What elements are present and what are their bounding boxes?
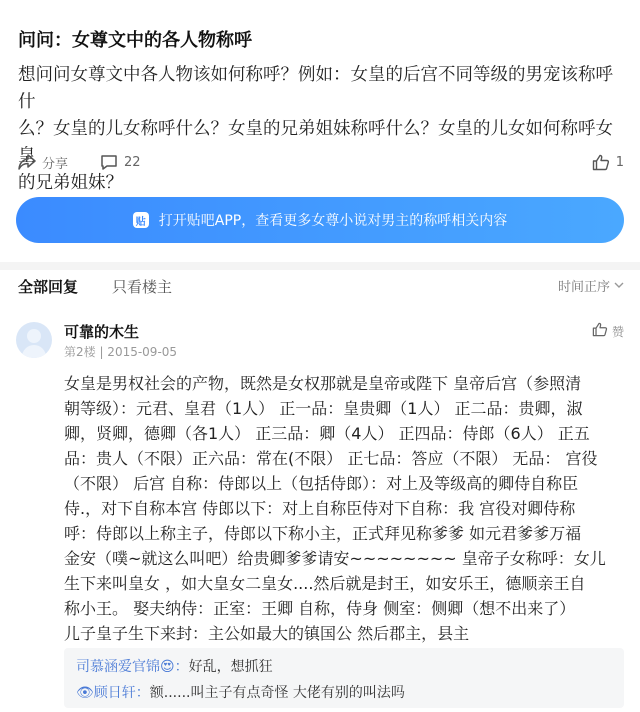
question-line: 想问问女尊文中各人物该如何称呼？例如：女皇的后宫不同等级的男宠该称呼什 [18,65,613,112]
reply-line: 侍.，对下自称本宫 侍郎以下：对上自称臣侍对下自称：我 宫役对卿侍称 [64,499,576,518]
reply-line: 品：贵人（不限）正六品：常在(不限） 正七品：答应（不限） 无品： 宫役 [64,449,598,468]
share-button[interactable] [18,150,68,174]
tab-all-replies[interactable]: 全部回复 [18,278,79,296]
sub-comment-text: 额......叫主子有点奇怪 大佬有别的叫法吗 [149,685,405,701]
reply-tabs [18,276,624,300]
reply-line: 儿子皇子生下来封：主公如最大的镇国公 然后郡主，县主 [64,624,470,643]
reply-like-button[interactable] [592,322,624,340]
question-title: 问问：女尊文中的各人物称呼 [18,30,252,51]
reply-line: 称小王。 娶夫纳侍：正室：王卿 自称，侍身 侧室：侧卿（想不出来了） [64,599,576,618]
reply-line: 卿，贤卿，德卿（各1人） 正三品：卿（4人） 正四品：侍郎（6人） 正五 [64,424,590,443]
sub-comment[interactable] [76,682,405,702]
sort-label: 时间正序 [557,280,610,295]
avatar-head [27,329,41,343]
chevron-down-icon [614,278,624,293]
sub-comment-user[interactable]: 👁顾日轩： [76,685,150,701]
open-app-banner[interactable] [16,197,624,243]
reply-line: 生下来叫皇女 ，如大皇女二皇女....然后就是封王，如安乐王，德顺亲王自 [64,574,586,593]
reply-content [64,371,624,646]
question-line: 么？女皇的儿女称呼什么？女皇的兄弟姐妹称呼什么？女皇的儿女如何称呼女皇 [18,119,613,166]
like-button[interactable] [592,150,624,174]
sub-comment-text: 好乱，想抓狂 [188,659,273,675]
banner-text: 打开贴吧APP，查看更多女尊小说对男主的称呼相关内容 [158,213,508,229]
share-icon [18,154,36,170]
question-body [18,62,624,197]
section-divider [0,262,640,270]
avatar[interactable] [16,322,52,358]
share-label: 分享 [42,156,69,172]
sub-comments [64,648,624,708]
thumbs-up-icon [592,154,610,171]
reply-line: 朝等级）：元君、皇君（1人） 正一品：皇贵卿（1人） 正二品：贵卿，淑 [64,399,583,418]
comment-count: 22 [124,154,141,170]
question-actions [18,150,624,174]
like-count: 1 [615,154,624,170]
avatar-body [22,345,46,358]
reply-line: （不限） 后宫 自称：侍郎以上（包括侍郎）：对上及等级高的卿侍自称臣 [64,474,579,493]
reply-line: 女皇是男权社会的产物，既然是女权那就是皇帝或陛下 皇帝后宫（参照清 [64,374,582,393]
sub-comment-user[interactable]: 司慕涵爱官锦😍： [76,659,189,675]
tab-author-only[interactable]: 只看楼主 [112,278,173,296]
reply-line: 呼：侍郎以上称主子，侍郎以下称小主，正式拜见称爹爹 如元君爹爹万福 [64,524,582,543]
tieba-app-icon: 贴 [133,212,149,228]
thumbs-up-icon [592,322,608,340]
sub-comment[interactable] [76,656,273,676]
reply-line: 金安（噗~就这么叫吧）给贵卿爹爹请安~~~~~~~~ 皇帝子女称呼：女儿 [64,549,606,568]
reply-username[interactable]: 可靠的木生 [64,323,140,341]
reply-like-label: 赞 [611,324,624,339]
sort-dropdown[interactable] [558,276,624,295]
comment-button[interactable] [100,150,141,174]
reply-meta: 第2楼 | 2015-09-05 [64,345,178,359]
question-line: 的兄弟姐妹？ [18,173,123,193]
comment-icon [100,154,118,171]
